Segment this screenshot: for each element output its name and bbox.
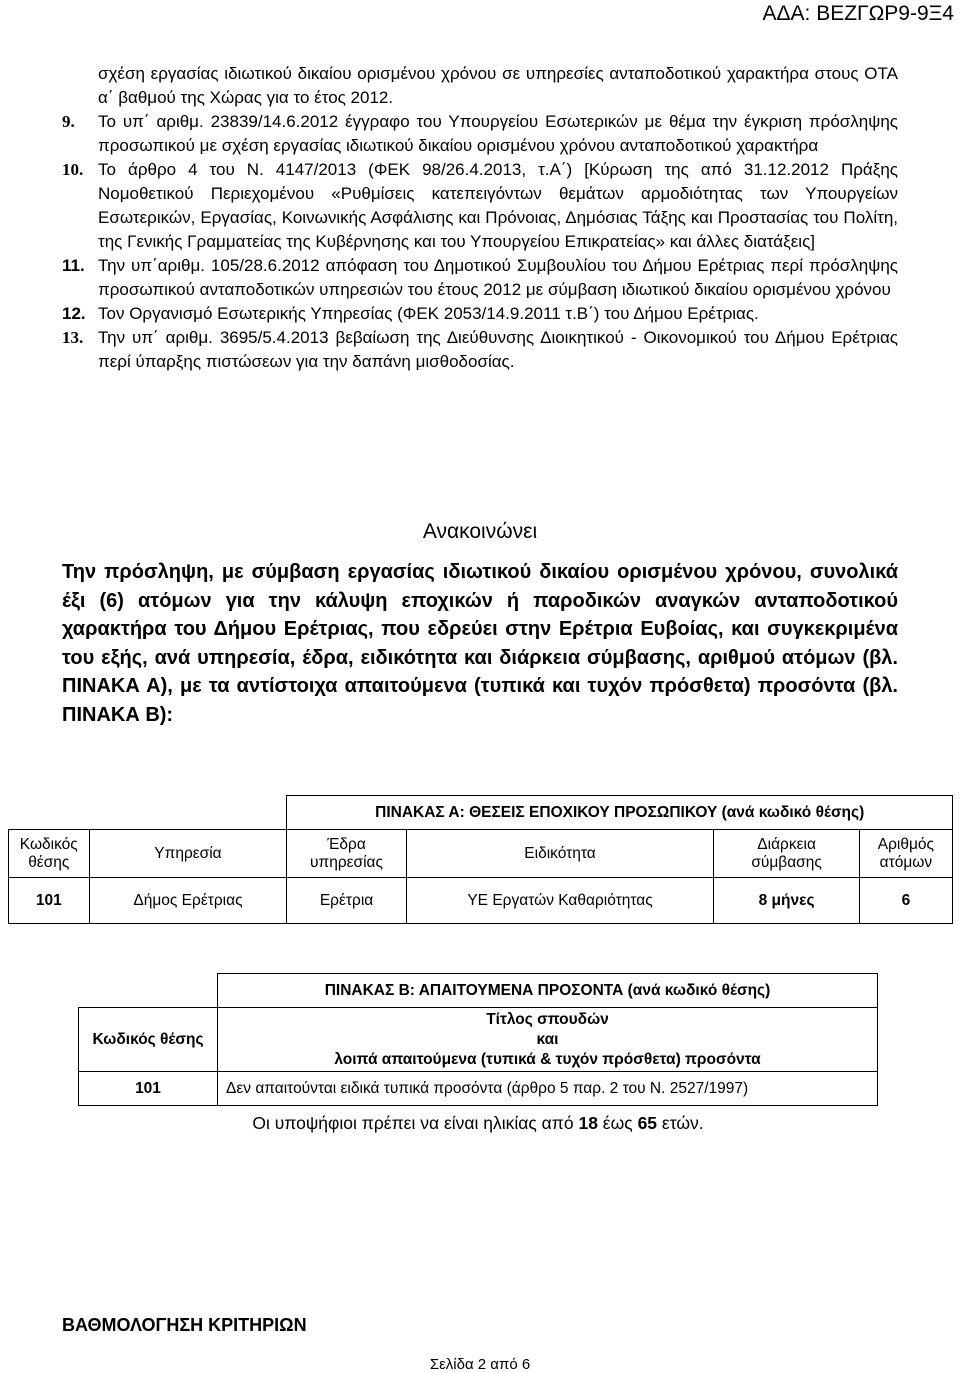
table-row <box>9 878 953 924</box>
list-item-9 <box>62 110 898 158</box>
list-item-number: 13. <box>62 328 84 347</box>
announce-heading: Ανακοινώνει <box>422 520 538 543</box>
cell-count: 6 <box>859 878 952 924</box>
ada-code: ΑΔΑ: ΒΕΖΓΩΡ9-9Ξ4 <box>762 2 954 25</box>
considerations-list <box>62 62 898 374</box>
list-item-number: 12. <box>62 304 86 323</box>
list-item-13 <box>62 326 898 374</box>
list-item-number: 11. <box>62 256 85 275</box>
col-header-code: Κωδικός θέσης <box>9 830 90 878</box>
age-max: 65 <box>637 1113 658 1133</box>
list-item-text: Το υπ΄ αριθμ. 23839/14.6.2012 έγγραφο του Υπουργείου Εσωτερικών με θέμα την έγκριση πρόσληψης προσωπικού με σχέση εργασίας ιδιωτικού δικαίου ορισμένου χρόνου ανταποδοτικού χαρακτήρα <box>98 112 898 155</box>
list-item-10 <box>62 158 898 254</box>
list-item-continuation <box>62 62 898 110</box>
col-header-duration: Διάρκεια σύμβασης <box>714 830 859 878</box>
table-b-title: ΠΙΝΑΚΑΣ Β: ΑΠΑΙΤΟΥΜΕΝΑ ΠΡΟΣΟΝΤΑ (ανά κωδικό θέσης) <box>218 974 878 1008</box>
table-a-title: ΠΙΝΑΚΑΣ Α: ΘΕΣΕΙΣ ΕΠΟΧΙΚΟΥ ΠΡΟΣΩΠΙΚΟΥ (ανά κωδικό θέσης) <box>287 796 953 830</box>
age-min: 18 <box>578 1113 598 1133</box>
list-item-text: Τον Οργανισμό Εσωτερικής Υπηρεσίας (ΦΕΚ 2053/14.9.2011 τ.Β΄) του Δήμου Ερέτριας. <box>98 304 759 323</box>
list-item-text: Το άρθρο 4 του Ν. 4147/2013 (ΦΕΚ 98/26.4.2013, τ.Α΄) [Κύρωση της από 31.12.2012 Πράξης Νομοθετικού Περιεχομένου «Ρυθμίσεις κατεπειγόντων θεμάτων αρμοδιότητας των Υπουργείων Εσωτερικών, Εργασίας, Κοινωνικής Ασφάλισης και Πρόνοιας, Δημόσιας Τάξης και Προστασίας του Πολίτη, της Γενικής Γραμματείας της Κυβέρνησης και του Υπουργείου Επικρατείας» και άλλες διατάξεις] <box>98 160 898 251</box>
table-row <box>79 1072 878 1106</box>
cell-code: 101 <box>79 1072 218 1106</box>
col-header-count: Αριθμός ατόμων <box>859 830 952 878</box>
col-header-code: Κωδικός θέσης <box>79 1008 218 1072</box>
col-header-specialty: Ειδικότητα <box>406 830 714 878</box>
announcement-text: Την πρόσληψη, με σύμβαση εργασίας ιδιωτικού δικαίου ορισμένου χρόνου, συνολικά έξι (6) ατόμων για την κάλυψη εποχικών ή παροδικών αναγκών ανταποδοτικού χαρακτήρα του Δήμου Ερέτριας, που εδρεύει στην Ερέτρια Ευβοίας, και συγκεκριμένα του εξής, ανά υπηρεσία, έδρα, ειδικότητα και διάρκεια σύμβασης, αριθμού ατόμων (βλ. ΠΙΝΑΚΑ Α), με τα αντίστοιχα απαιτούμενα (τυπικά και τυχόν πρόσθετα) προσόντα (βλ. ΠΙΝΑΚΑ Β): <box>62 561 898 726</box>
list-item-11 <box>62 254 898 302</box>
table-b <box>78 973 878 1106</box>
list-item-number: 9. <box>62 112 75 131</box>
age-requirement: Οι υποψήφιοι πρέπει να είναι ηλικίας από 18 έως 65 ετών. <box>252 1113 704 1133</box>
list-item-text: Την υπ΄αριθμ. 105/28.6.2012 απόφαση του Δημοτικού Συμβουλίου του Δήμου Ερέτριας περί πρόσληψης προσωπικού ανταποδοτικών υπηρεσιών του έτους 2012 με σύμβαση ιδιωτικού δικαίου ορισμένου χρόνου <box>98 256 898 299</box>
section-title: ΒΑΘΜΟΛΟΓΗΣΗ ΚΡΙΤΗΡΙΩΝ <box>62 1315 307 1335</box>
cell-seat: Ερέτρια <box>287 878 406 924</box>
cell-duration: 8 μήνες <box>714 878 859 924</box>
cell-specialty: ΥΕ Εργατών Καθαριότητας <box>406 878 714 924</box>
table-a <box>8 795 953 924</box>
col-header-seat: Έδρα υπηρεσίας <box>287 830 406 878</box>
list-item-text: σχέση εργασίας ιδιωτικού δικαίου ορισμένου χρόνου σε υπηρεσίες ανταποδοτικού χαρακτήρα στους ΟΤΑ α΄ βαθμού της Χώρας για το έτος 2012. <box>98 64 898 107</box>
cell-qualifications: Δεν απαιτούνται ειδικά τυπικά προσόντα (άρθρο 5 παρ. 2 του Ν. 2527/1997) <box>218 1072 878 1106</box>
list-item-text: Την υπ΄ αριθμ. 3695/5.4.2013 βεβαίωση της Διεύθυνσης Διοικητικού - Οικονομικού του Δήμου Ερέτριας περί ύπαρξης πιστώσεων για την δαπάνη μισθοδοσίας. <box>98 328 898 371</box>
list-item-number: 10. <box>62 160 84 179</box>
col-header-qualifications: Τίτλος σπουδών και λοιπά απαιτούμενα (τυπικά & τυχόν πρόσθετα) προσόντα <box>218 1008 878 1072</box>
cell-service: Δήμος Ερέτριας <box>89 878 287 924</box>
col-header-service: Υπηρεσία <box>89 830 287 878</box>
page-number: Σελίδα 2 από 6 <box>429 1356 531 1373</box>
cell-code: 101 <box>9 878 90 924</box>
list-item-12 <box>62 302 898 326</box>
